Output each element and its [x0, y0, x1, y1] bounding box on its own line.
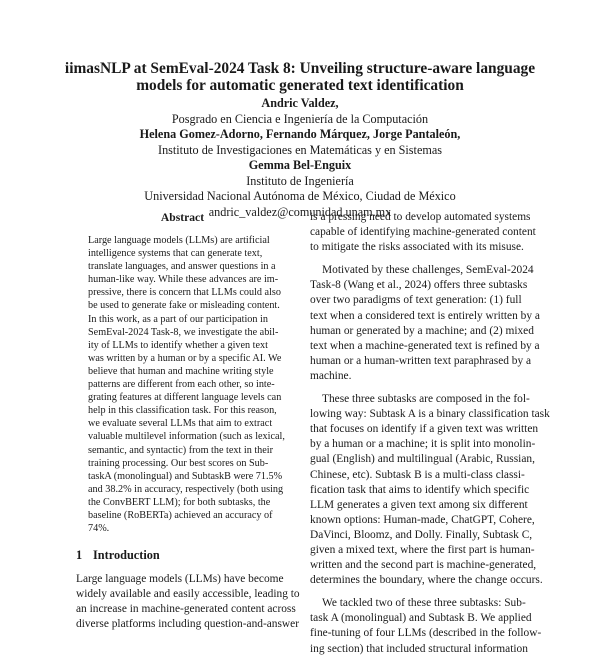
- text-line: over two paradigms of text generation: (1) full: [310, 294, 522, 307]
- text-line: Task-8 (Wang et al., 2024) offers three subtasks: [310, 279, 528, 292]
- abstract-line: and 38.2% in accuracy, respectively (both using: [88, 483, 284, 495]
- text-line: an increase in machine-generated content across: [76, 603, 296, 616]
- affiliation-line: Instituto de Investigaciones en Matemáticas y en Sistemas: [158, 142, 442, 157]
- text-line: fine-tuning of four LLMs (described in the follow-: [310, 627, 542, 640]
- text-line: by a human or a machine; it is split into monolin-: [310, 438, 536, 451]
- text-line: written and the second part is machine-generated,: [310, 559, 537, 572]
- paragraph-gap: [310, 384, 531, 392]
- text-line: to mitigate the risks associated with its misuse.: [310, 241, 524, 254]
- abstract-line: believe that human and machine writing style: [88, 365, 274, 377]
- text-line: gual (English) and multilingual (Arabic, Russian,: [310, 453, 535, 466]
- text-line: capable of identifying machine-generated content: [310, 226, 536, 239]
- paragraph: [310, 210, 536, 255]
- paper-title: [40, 60, 560, 94]
- author-names: Helena Gomez-Adorno, Fernando Márquez, Jorge Pantaleón,: [139, 127, 461, 141]
- abstract-line: baseline (RoBERTa) achieved an accuracy of: [88, 509, 273, 521]
- text-line: We tackled two of these three subtasks: Sub-: [322, 597, 526, 610]
- abstract-line: translate languages, and answer questions in a: [88, 261, 276, 273]
- text-line: known options: Human-made, ChatGPT, Cohere,: [310, 513, 535, 526]
- text-line: machine.: [310, 369, 352, 382]
- text-line: Chinese, etc). Subtask B is a multi-class classi-: [310, 468, 525, 481]
- text-line: given a mixed text, where the first part is human-: [310, 543, 535, 556]
- abstract-line: help in this classification task. For this reason,: [88, 405, 277, 417]
- text-line: is a pressing need to develop automated systems: [310, 211, 531, 223]
- abstract-line: intelligence systems that can generate text,: [88, 248, 263, 260]
- right-column: [310, 210, 550, 657]
- paragraph: [310, 392, 550, 588]
- abstract-line: ity of LLMs to identify whether a given text: [88, 339, 268, 351]
- text-line: lowing way: Subtask A is a binary classification task: [310, 408, 550, 421]
- abstract-line: be used to generate fake or misleading content.: [88, 300, 280, 312]
- text-line: text when a considered text is entirely written by a: [310, 309, 540, 322]
- left-column: [76, 211, 300, 633]
- author-affiliations: [40, 96, 560, 220]
- abstract-line: SemEval-2024 Task-8, we investigate the abil-: [88, 326, 279, 338]
- section-heading: [76, 548, 289, 563]
- affiliation-line: Posgrado en Ciencia e Ingeniería de la Computación: [171, 111, 429, 126]
- abstract-line: the ConvBERT LLM); for both subtasks, the: [88, 496, 271, 508]
- text-line: DaVinci, Bloomz, and Dolly. Finally, Subtask C,: [310, 528, 533, 541]
- author-names: Andric Valdez,: [261, 96, 339, 110]
- abstract-line: grating features at different language levels can: [88, 392, 282, 404]
- text-line: LLM generates a given text among six different: [310, 498, 528, 511]
- affiliation-line: Instituto de Ingeniería: [246, 173, 354, 188]
- abstract-line: semantic, and syntactic) from the text in their: [88, 444, 274, 456]
- text-line: These three subtasks are composed in the fol-: [322, 393, 530, 406]
- paragraph-gap: [310, 588, 531, 596]
- abstract-line: human-like way. While these advances are im-: [88, 274, 279, 286]
- author-names: Gemma Bel-Enguix: [248, 158, 352, 172]
- intro-paragraph: [76, 572, 300, 632]
- abstract-line: taskA (monolingual) and SubtaskB were 71.5%: [88, 470, 283, 482]
- title-line: iimasNLP at SemEval-2024 Task 8: Unveiling structure-aware language: [64, 60, 536, 77]
- text-line: human or a human-written text paraphrased by a: [310, 354, 532, 367]
- abstract-line: Large language models (LLMs) are artificial: [88, 235, 270, 246]
- abstract-line: In this work, as a part of our participation in: [88, 313, 268, 325]
- abstract-line: pressive, there is concern that LLMs could also: [88, 287, 281, 299]
- abstract-line: we evaluate several LLMs that aim to extract: [88, 418, 273, 430]
- abstract-line: training processing. Our best scores on Sub-: [88, 457, 269, 469]
- affiliation-line: andric_valdez@comunidad.unam.mx: [208, 204, 392, 219]
- abstract-heading: Abstract: [160, 211, 205, 224]
- text-line: text when a machine-generated text is refined by a: [310, 339, 540, 352]
- text-line: determines the boundary, where the change occurs.: [310, 574, 543, 587]
- section-number: 1: [76, 548, 83, 563]
- abstract-line: valuable multilevel information (such as lexical,: [88, 431, 285, 443]
- affiliation-line: Universidad Nacional Autónoma de México, Ciudad de México: [144, 189, 456, 203]
- section-title: Introduction: [93, 548, 160, 563]
- paragraph: [310, 263, 540, 384]
- text-line: Motivated by these challenges, SemEval-2024: [322, 264, 534, 277]
- text-line: diverse platforms including question-and-answer: [76, 618, 300, 631]
- abstract-body: [88, 234, 287, 535]
- abstract-line: 74%.: [88, 523, 110, 535]
- abstract-line: was written by a human or by a specific AI. We: [88, 352, 282, 364]
- title-line: models for automatic generated text identification: [136, 77, 464, 94]
- paragraph-gap: [310, 255, 531, 263]
- text-line: Large language models (LLMs) have become: [76, 573, 284, 586]
- abstract-line: patterns are different from each other, so inte-: [88, 379, 275, 391]
- text-line: widely available and easily accessible, leading to: [76, 588, 300, 601]
- text-line: ing section) that included structural information: [310, 642, 528, 655]
- text-line: task A (monolingual) and Subtask B. We applied: [310, 612, 532, 625]
- text-line: fication task that aims to identify which specific: [310, 483, 530, 496]
- paragraph: [310, 596, 542, 656]
- text-line: human or generated by a machine; and (2) mixed: [310, 324, 534, 337]
- text-line: that focuses on identify if a given text was written: [310, 423, 539, 436]
